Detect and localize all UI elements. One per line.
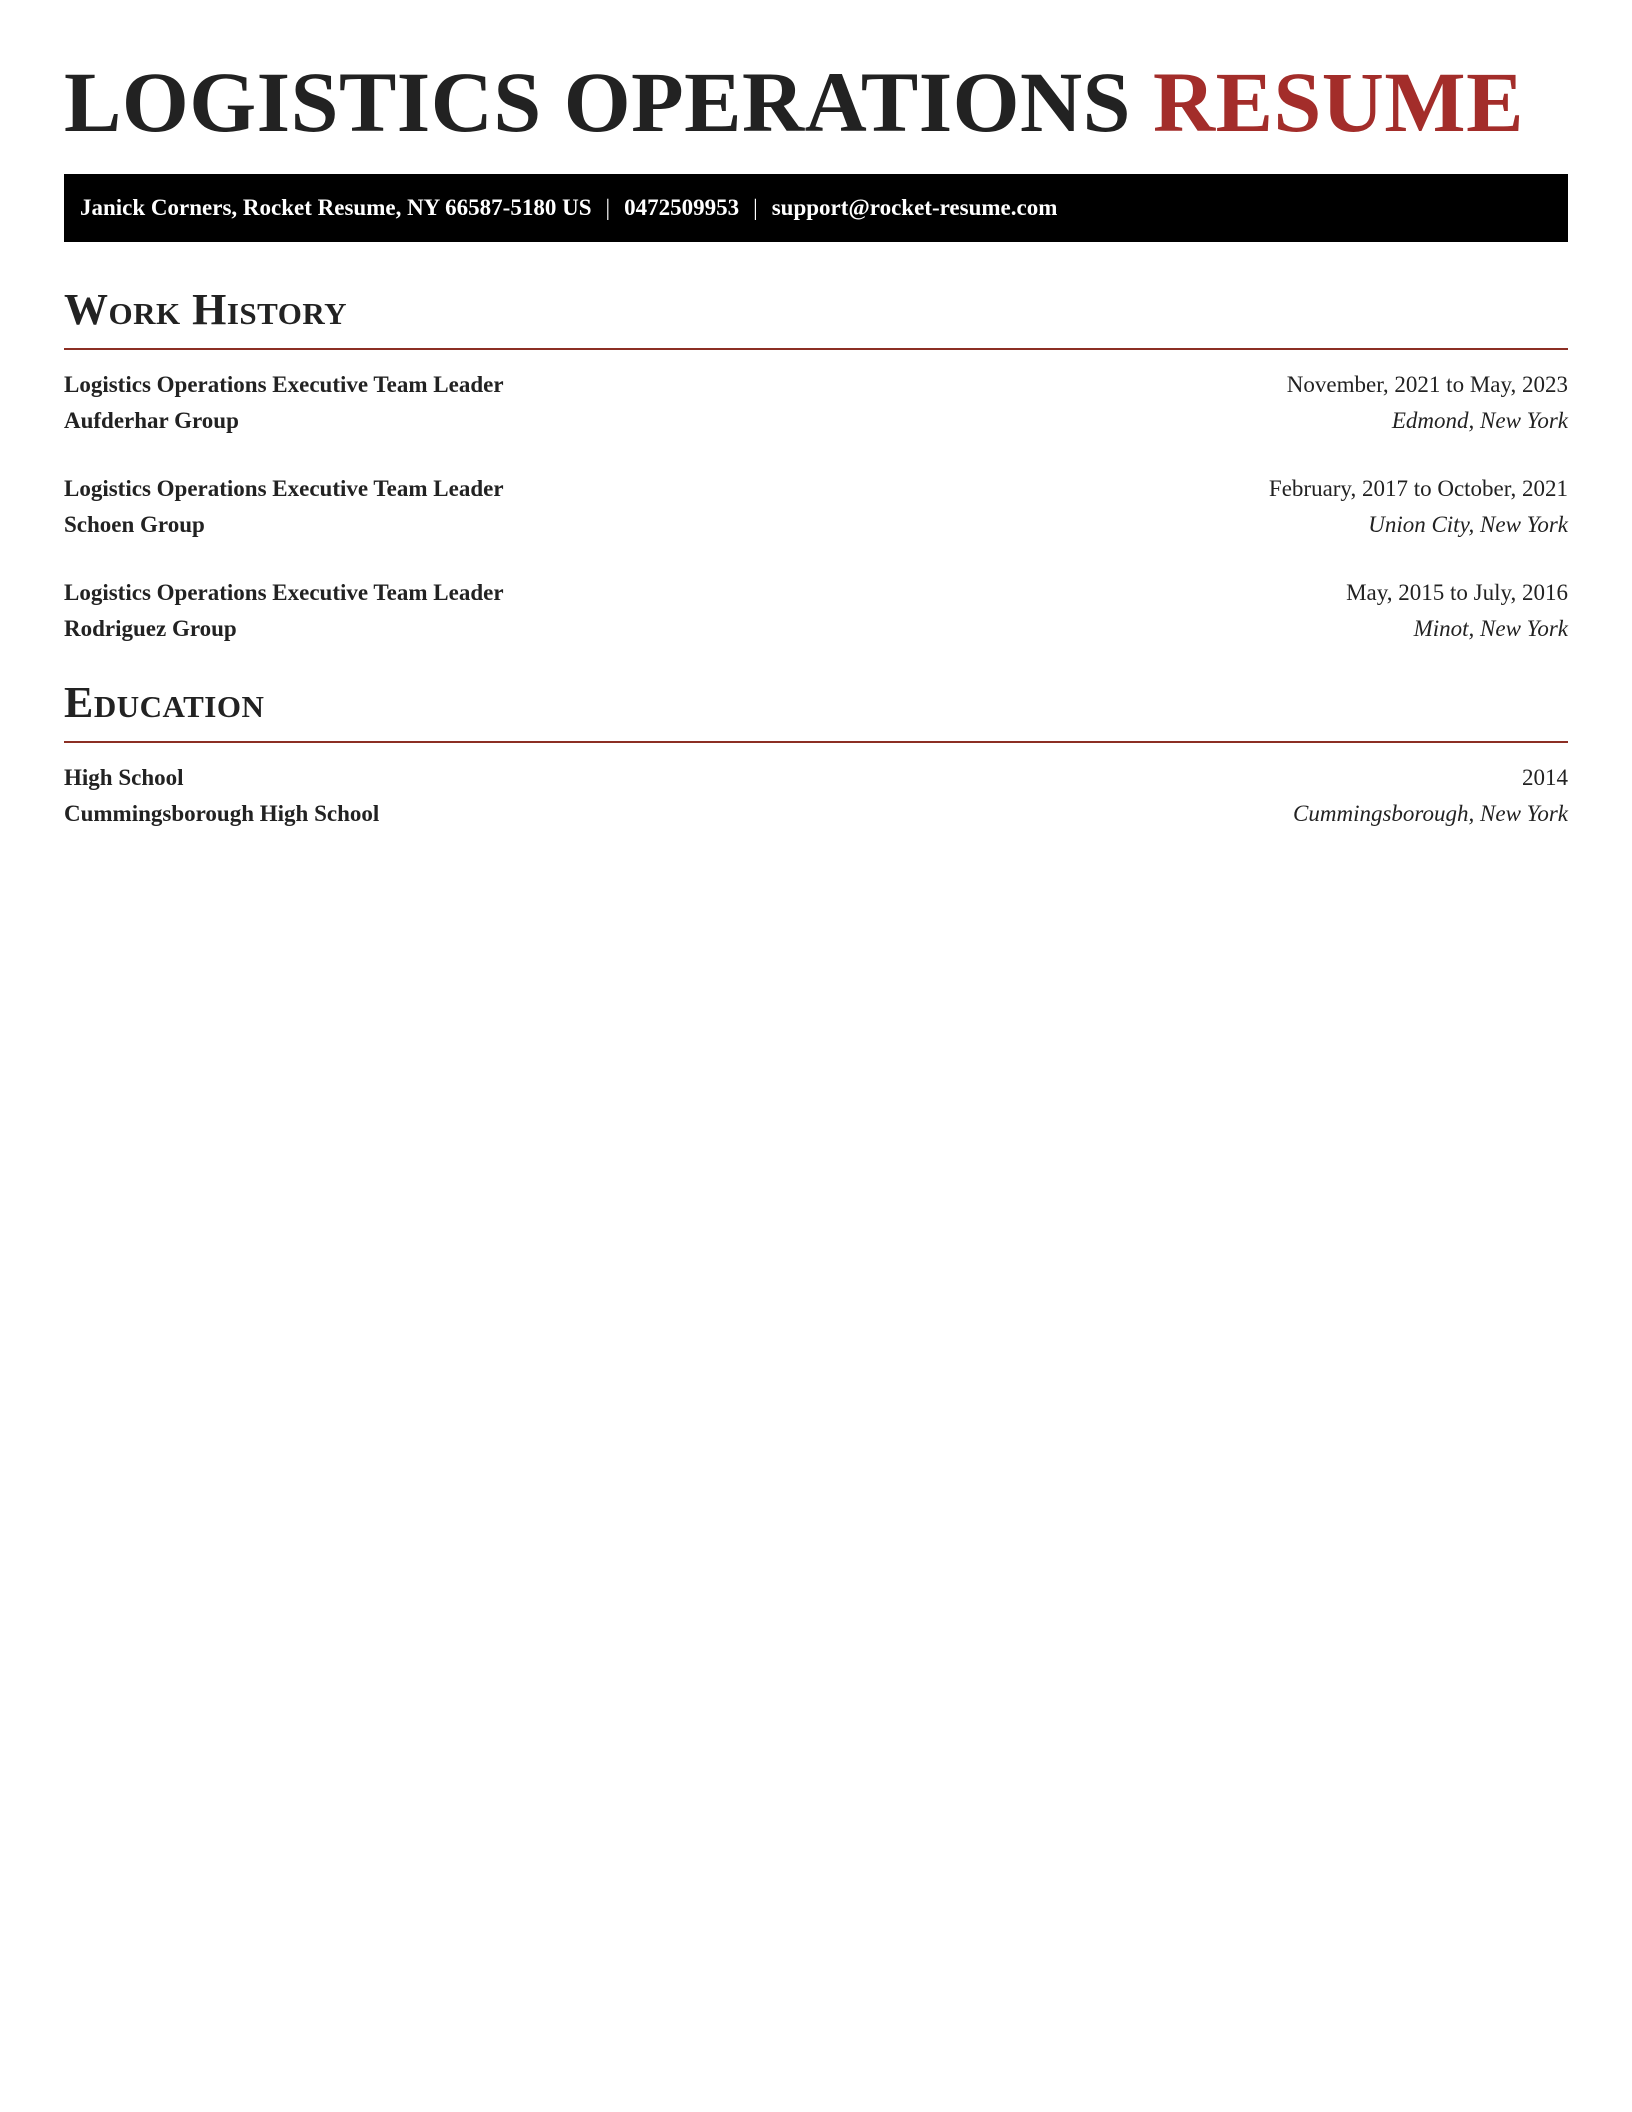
- job-dates: May, 2015 to July, 2016: [1346, 580, 1568, 605]
- job-location: Union City, New York: [1368, 512, 1568, 537]
- school-name: Cummingsborough High School: [64, 801, 380, 826]
- job-title: Logistics Operations Executive Team Leader: [64, 372, 504, 397]
- work-history-list: [64, 367, 1568, 647]
- education-heading: Education: [64, 678, 265, 727]
- work-history-heading: Work History: [64, 285, 348, 334]
- job-title: Logistics Operations Executive Team Leader: [64, 580, 504, 605]
- job-title: Logistics Operations Executive Team Leader: [64, 476, 504, 501]
- work-entry: [64, 575, 1568, 647]
- resume-title: [64, 0, 1568, 152]
- school-location: Cummingsborough, New York: [1293, 801, 1568, 826]
- job-location: Minot, New York: [1413, 616, 1568, 641]
- resume-page: [64, 0, 1568, 832]
- education-section-heading: [64, 675, 1568, 743]
- contact-separator: |: [753, 195, 758, 220]
- contact-phone: 0472509953: [624, 195, 740, 220]
- education-entry: [64, 760, 1568, 832]
- contact-separator: |: [605, 195, 611, 220]
- title-main: LOGISTICS OPERATIONS: [64, 54, 1131, 150]
- graduation-year: 2014: [1522, 765, 1568, 790]
- company-name: Schoen Group: [64, 512, 205, 537]
- title-accent: RESUME: [1153, 54, 1524, 150]
- work-entry: [64, 471, 1568, 543]
- job-location: Edmond, New York: [1391, 408, 1568, 433]
- education-list: [64, 760, 1568, 832]
- job-dates: February, 2017 to October, 2021: [1268, 476, 1568, 501]
- contact-address: Janick Corners, Rocket Resume, NY 66587-5180 US: [80, 195, 592, 220]
- company-name: Aufderhar Group: [64, 408, 239, 433]
- contact-bar: [64, 174, 1568, 242]
- work-entry: [64, 367, 1568, 439]
- company-name: Rodriguez Group: [64, 616, 237, 641]
- degree: High School: [64, 765, 184, 790]
- contact-email[interactable]: support@rocket-resume.com: [771, 195, 1058, 220]
- work-history-section-heading: [64, 282, 1568, 350]
- job-dates: November, 2021 to May, 2023: [1286, 372, 1568, 397]
